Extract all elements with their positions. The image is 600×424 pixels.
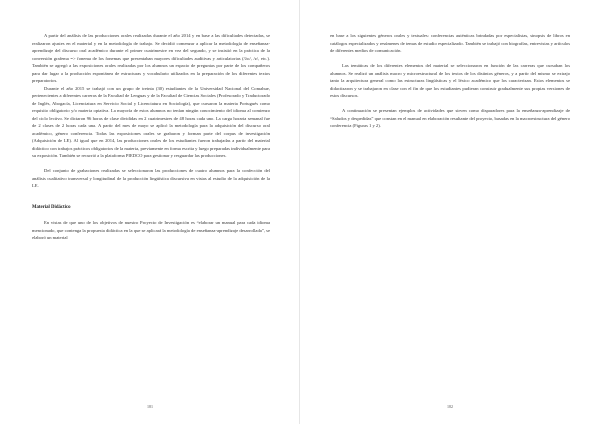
paragraph: Del conjunto de grabaciones realizadas se seleccionaron las producciones de cuatro alumnos para la confección del análisis cualitativo transversal y longitudinal de la producción lingüística discursiva en vistas al estudio de la adquisición de la LE.: [32, 168, 270, 188]
right-page: [300, 0, 600, 424]
paragraph: Durante el año 2015 se trabajó con un grupo de treinta (30) estudiantes de la Universidad Nacional del Comahue, pertenecientes a diferentes carreras de la Facultad de Lenguas y de la Facultad de Ciencias Sociales (Profesorado y Traductorado de Inglés, Abogacía, Licenciatura en Servicio Social y Licenciatura en Sociología), que cursaron la materia Portugués como requisito obligatorio y/o materia optativa. La mayoría de estos alumnos no tenían ningún conocimiento del idioma al comienzo del ciclo lectivo. Se dictaron 96 horas de clase divididas en 2 cuatrimestres de 48 horas cada uno. La carga horaria semanal fue de 2 clases de 2 horas cada una. A partir del mes de mayo se aplicó la metodología para la adquisición del discurso oral académico, género conferencia. Todas las exposiciones orales se grabaron y forman parte del corpus de investigación (Adquisición de LE). Al igual que en 2014, las producciones orales de los estudiantes fueron trabajadas a partir del material didáctico con trabajos prácticos obligatorios de la materia, previamente en forma escrita y luego preparadas individualmente para su exposición. También se recurrió a la plataforma PIEDCO para gestionar y resguardar las producciones.: [32, 85, 270, 158]
page-number: 181: [147, 404, 153, 409]
section-heading: Material Didáctico: [32, 204, 71, 210]
paragraph: Las temáticas de los diferentes elementos del material se seleccionaron en función de las carreras que cursaban los alumnos. Se realizó un análisis macro y microestructural de los textos de los distintos géneros, y a partir del mismo se extrajo tanto la arquitectura general como las estructuras lingüísticas y el léxico académico que los caracterizan. Estos elementos se didactizaron y se trabajaron en clase con el fin de que los estudiantes pudieran construir gradualmente sus propias versiones de estos discursos.: [330, 63, 570, 98]
paragraph: en base a los siguientes géneros orales y textuales: conferencias auténticas brindadas por especialistas, sinopsis de libros en catálogos especializados y resúmenes de temas de estudio especializado. También se trabajó con biografías, entrevistas y artículos de diferentes medios de comunicación.: [330, 33, 570, 53]
left-text-column: [32, 32, 270, 242]
paragraph: A partir del análisis de las producciones orales realizadas durante el año 2014 y en base a las dificultades detectadas, se realizaron ajustes en el material y en la metodología de trabajo. Se decidió comenzar a aplicar la metodología de enseñanza-aprendizaje del discurso oral académico durante el primer cuatrimestre en vez del segundo, y se insistió en la práctica de la conversión grafema => fonema de los fonemas que presentaban mayores dificultades auditivas y articulatorias (/λo/, /z/, etc.). También se agregó a las exposiciones orales realizadas por los alumnos un espacio de preguntas por parte de los compañeros para dar lugar a la producción espontánea de estructuras y vocabulario utilizados en la preparación de los diferentes textos preparatorios.: [32, 33, 270, 83]
right-text-column: [330, 32, 570, 130]
page-number: 182: [447, 404, 453, 409]
paragraph: En vistas de que uno de los objetivos de nuestro Proyecto de Investigación es “elaborar un manual para cada idioma mencionado, que contenga la propuesta didáctica en la que se aplicará la metodología de enseñanza-aprendizaje desarrollada”, se elaboró un material: [32, 220, 270, 240]
paragraph: A continuación se presentan ejemplos de actividades que sirven como disparadores para la enseñanza-aprendizaje de “Saludos y despedidas” que constan en el manual en elaboración resultante del proyecto, basadas en la macroestructura del género conferencia (Figuras 1 y 2).: [330, 108, 570, 128]
